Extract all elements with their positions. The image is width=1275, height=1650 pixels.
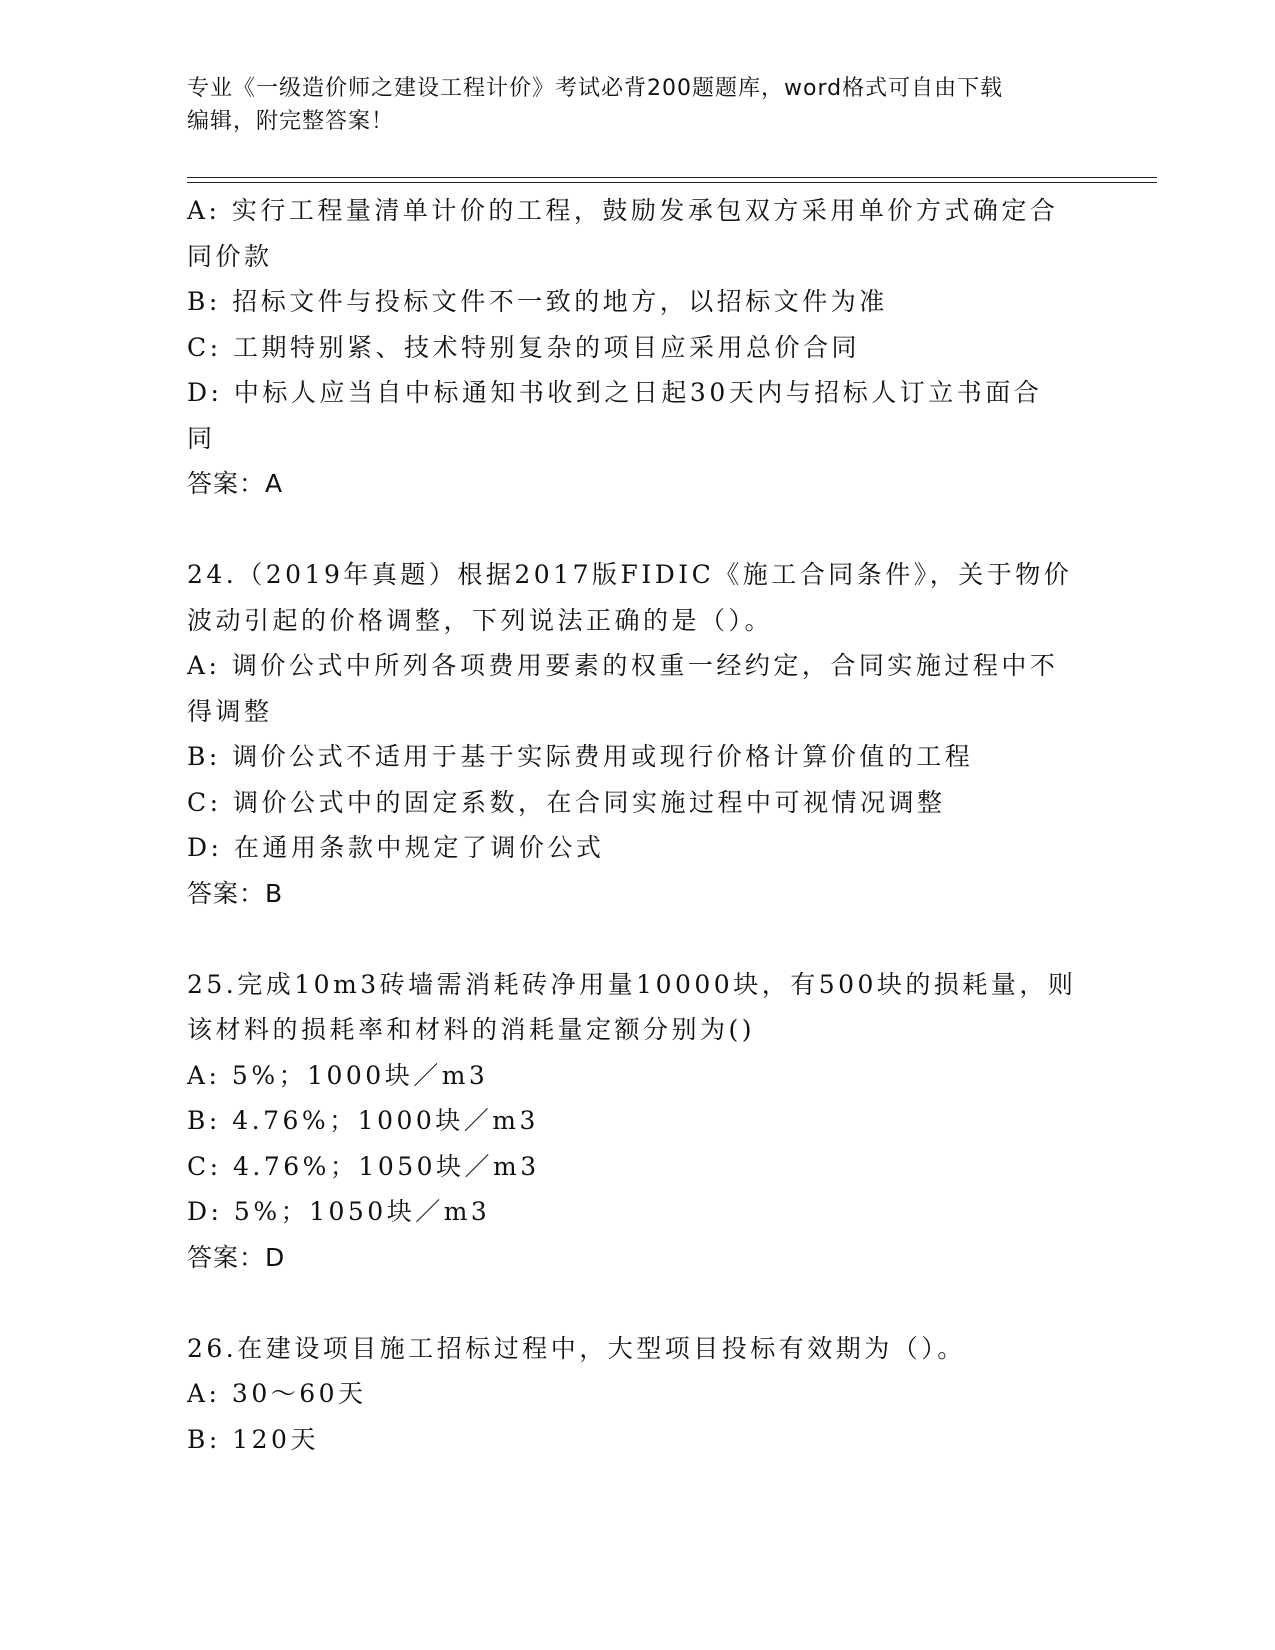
option-a: A: 30～60天 <box>187 1379 367 1408</box>
question-block-23 <box>187 188 1087 507</box>
option-d-continued: 同 <box>187 423 216 453</box>
answer-text: 答案：D <box>187 1242 286 1272</box>
block-spacer <box>187 1280 1087 1326</box>
document-header <box>187 72 1067 138</box>
option-c: C: 调价公式中的固定系数，在合同实施过程中可视情况调整 <box>187 787 946 817</box>
question-stem: 25.完成10m3砖墙需消耗砖净用量10000块，有500块的损耗量，则 <box>187 969 1077 999</box>
header-divider-bottom <box>187 182 1157 183</box>
answer-text: 答案：A <box>187 469 284 498</box>
header-line-2: 编辑，附完整答案！ <box>187 109 395 134</box>
option-a-continued: 得调整 <box>187 696 273 726</box>
block-spacer <box>187 507 1087 553</box>
question-stem-continued: 该材料的损耗率和材料的消耗量定额分别为() <box>187 1015 756 1044</box>
option-b: B: 调价公式不适用于基于实际费用或现行价格计算价值的工程 <box>187 742 974 771</box>
question-stem: 24.（2019年真题）根据2017版FIDIC《施工合同条件》，关于物价 <box>187 560 1073 589</box>
option-d: D: 在通用条款中规定了调价公式 <box>187 833 605 862</box>
header-divider-top <box>187 177 1157 178</box>
option-d: D: 中标人应当自中标通知书收到之日起30天内与招标人订立书面合 <box>187 378 1043 407</box>
option-b: B: 120天 <box>187 1424 319 1454</box>
option-a: A: 实行工程量清单计价的工程，鼓励发承包双方采用单价方式确定合 <box>187 196 1059 225</box>
question-list <box>187 188 1087 1462</box>
option-c: C: 4.76%；1050块／m3 <box>187 1151 540 1181</box>
option-d: D: 5%；1050块／m3 <box>187 1197 491 1226</box>
option-c: C: 工期特别紧、技术特别复杂的项目应采用总价合同 <box>187 332 861 362</box>
option-a: A: 5%；1000块／m3 <box>187 1060 489 1090</box>
question-stem: 26.在建设项目施工招标过程中，大型项目投标有效期为（）。 <box>187 1333 966 1363</box>
question-block-26 <box>187 1326 1087 1463</box>
question-stem-continued: 波动引起的价格调整，下列说法正确的是（）。 <box>187 605 774 635</box>
option-a-continued: 同价款 <box>187 241 273 271</box>
header-line-1: 专业《一级造价师之建设工程计价》考试必背200题题库，word格式可自由下载 <box>187 76 1004 101</box>
question-block-24 <box>187 552 1087 916</box>
answer-text: 答案：B <box>187 878 284 908</box>
option-b: B: 4.76%；1000块／m3 <box>187 1106 539 1135</box>
question-block-25 <box>187 962 1087 1281</box>
block-spacer <box>187 916 1087 962</box>
option-a: A: 调价公式中所列各项费用要素的权重一经约定，合同实施过程中不 <box>187 651 1059 680</box>
option-b: B: 招标文件与投标文件不一致的地方，以招标文件为准 <box>187 287 888 316</box>
